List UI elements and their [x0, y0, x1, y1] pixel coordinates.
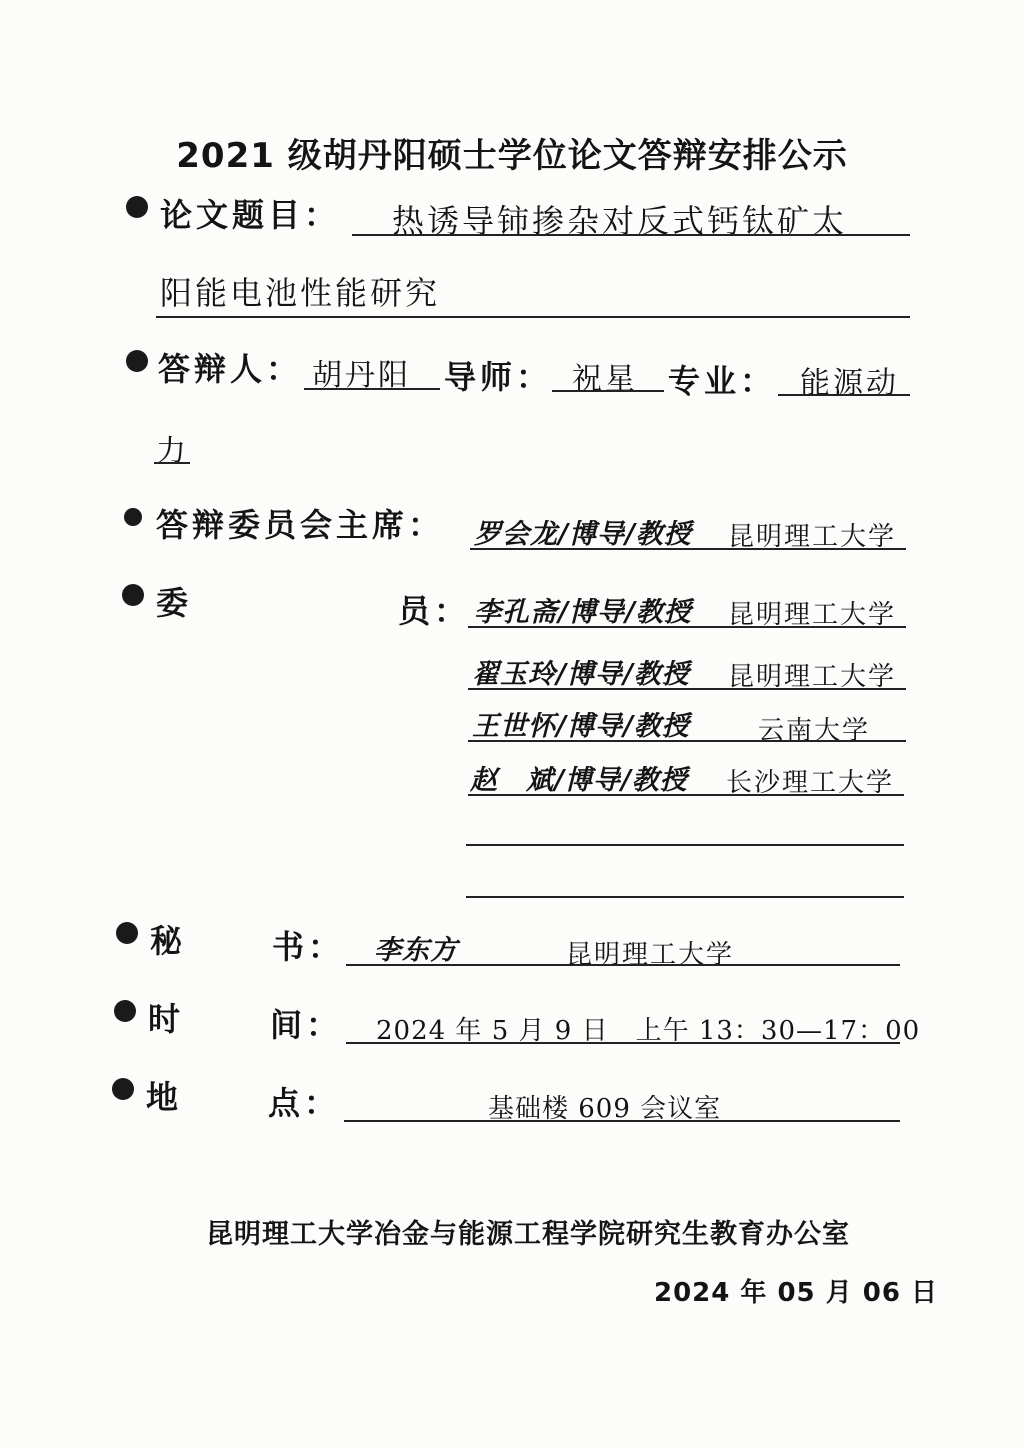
thesis-label: 论文题目：: [160, 196, 341, 234]
bullet-chair: [124, 508, 142, 526]
advisor-label: 导师：: [444, 358, 553, 396]
member-name: 翟玉玲/博导/教授: [472, 659, 690, 690]
member-label-1: 委: [156, 584, 193, 622]
chair-underline: [470, 548, 906, 550]
secretary-underline: [346, 964, 900, 966]
member-name: 赵 斌/博导/教授: [470, 765, 688, 796]
member-underline: [468, 794, 904, 796]
member-university: 昆明理工大学: [728, 662, 897, 692]
defense-person-underline: [304, 388, 440, 390]
issuing-office: 昆明理工大学冶金与能源工程学院研究生教育办公室: [206, 1219, 850, 1250]
advisor-name: 祝星: [572, 362, 638, 397]
blank-member-line: [466, 896, 904, 898]
bullet-time: [114, 1000, 136, 1022]
secretary-label-1: 秘: [150, 922, 187, 960]
bullet-members: [122, 584, 144, 606]
member-name: 王世怀/博导/教授: [472, 711, 690, 742]
major-underline-2: [154, 462, 190, 464]
time-label-1: 时: [148, 1000, 185, 1038]
major-label: 专业：: [668, 362, 777, 400]
time-value: 2024 年 5 月 9 日 上午 13：30—17：00: [376, 1016, 921, 1046]
bullet-secretary: [116, 922, 138, 944]
page-title: 2021 级胡丹阳硕士学位论文答辩安排公示: [176, 136, 848, 176]
blank-member-line: [466, 844, 904, 846]
defense-person-label: 答辩人：: [158, 350, 303, 388]
member-name: 李孔斋/博导/教授: [474, 597, 692, 628]
thesis-title-line2: 阳能电池性能研究: [160, 274, 441, 312]
member-university: 长沙理工大学: [726, 768, 895, 798]
bullet-location: [112, 1078, 134, 1100]
time-underline: [346, 1042, 900, 1044]
bullet-thesis: [126, 196, 148, 218]
time-label-2: 间：: [270, 1006, 343, 1044]
defense-person: 胡丹阳: [312, 358, 411, 393]
thesis-title-line1: 热诱导铈掺杂对反式钙钛矿太: [392, 202, 848, 240]
location-label-1: 地: [146, 1078, 183, 1116]
secretary-label-2: 书：: [272, 928, 345, 966]
chair-university: 昆明理工大学: [728, 522, 897, 552]
chair-label: 答辩委员会主席：: [156, 506, 445, 544]
member-label-2: 员：: [398, 592, 471, 630]
secretary-name: 李东方: [374, 935, 458, 966]
member-university: 云南大学: [758, 716, 871, 746]
location-value: 基础楼 609 会议室: [488, 1094, 722, 1124]
location-underline: [344, 1120, 900, 1122]
major-line2: 力: [156, 434, 189, 469]
bullet-defense: [126, 350, 148, 372]
location-label-2: 点：: [268, 1084, 341, 1122]
chair-name: 罗会龙/博导/教授: [474, 519, 692, 550]
thesis-underline-2: [156, 316, 910, 318]
secretary-university: 昆明理工大学: [566, 940, 735, 970]
member-university: 昆明理工大学: [728, 600, 897, 630]
issue-date: 2024 年 05 月 06 日: [654, 1278, 938, 1308]
member-underline: [468, 688, 906, 690]
thesis-underline-1: [352, 234, 910, 236]
member-underline: [468, 626, 906, 628]
advisor-underline: [552, 390, 664, 392]
member-underline: [468, 740, 906, 742]
major-underline: [778, 394, 910, 396]
major-line1: 能源动: [800, 366, 899, 401]
